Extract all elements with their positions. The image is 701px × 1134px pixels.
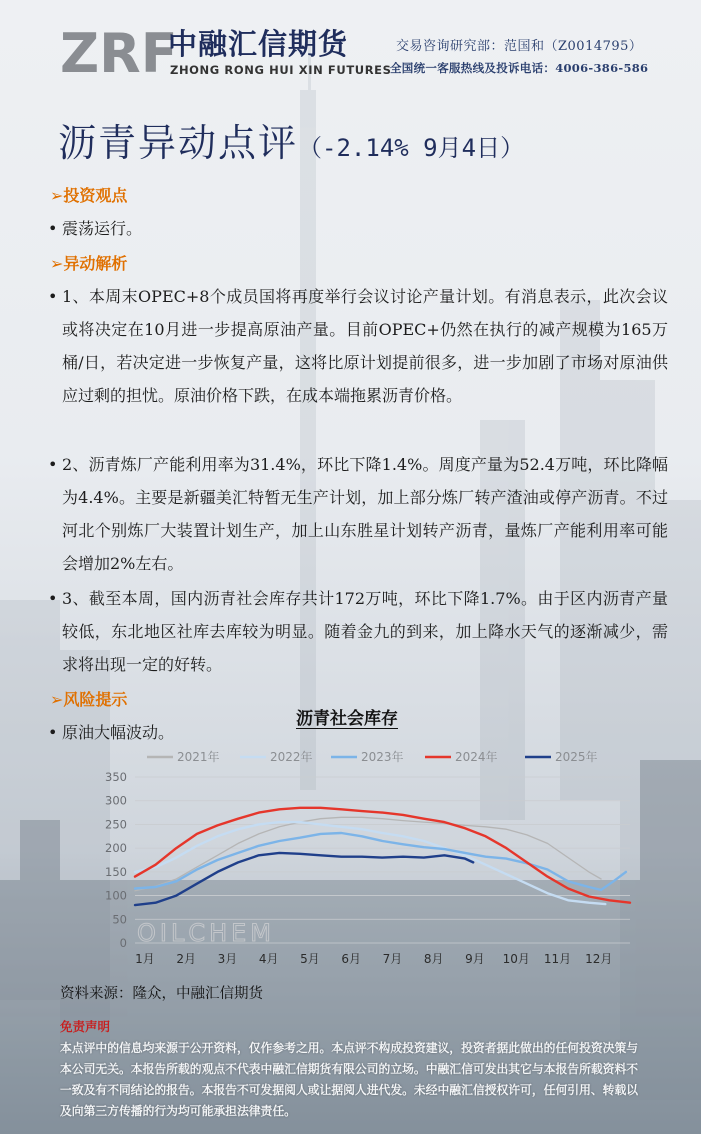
logo-text: ZRF <box>60 22 178 85</box>
legend-label: 2021年 <box>177 750 220 764</box>
x-tick-label: 7月 <box>382 952 403 966</box>
list-item <box>48 582 668 681</box>
y-tick-label: 50 <box>112 912 127 927</box>
x-tick-label: 5月 <box>300 952 320 966</box>
bullet-icon: • <box>48 287 58 306</box>
x-tick-label: 2月 <box>176 952 197 966</box>
title-product: 沥青 <box>58 121 139 165</box>
data-source: 资料来源：隆众，中融汇信期货 <box>60 986 263 1002</box>
bullet-text: 原油大幅波动。 <box>62 723 175 742</box>
section-heading-risk: ➢风险提示 <box>50 690 128 709</box>
series-line <box>135 808 630 903</box>
research-contact: 交易咨询研究部：范国和（Z0014795） <box>396 39 643 54</box>
title-topic: 异动点评 <box>138 121 299 165</box>
bullet-icon: • <box>48 589 58 608</box>
x-tick-label: 3月 <box>217 952 238 966</box>
legend-label: 2022年 <box>270 750 313 764</box>
list-item <box>48 212 668 245</box>
inventory-line-chart <box>95 745 655 975</box>
x-tick-label: 9月 <box>465 952 485 966</box>
legend-label: 2024年 <box>455 750 498 764</box>
x-tick-label: 4月 <box>258 952 279 966</box>
brand-name-cn: 中融汇信期货 <box>168 27 349 61</box>
chart-title: 沥青社会库存 <box>296 709 398 729</box>
section-heading-view: ➢投资观点 <box>50 186 128 205</box>
bullet-text: 3、截至本周，国内沥青社会库存共计172万吨，环比下降1.7%。由于区内沥青产量较低，东北地区社库去库较为明显。随着金九的到来，加上降水天气的逐渐减少，需求将出现一定的好转。 <box>62 589 668 674</box>
bullet-text: 震荡运行。 <box>62 219 143 238</box>
y-tick-label: 250 <box>105 817 127 832</box>
legend-label: 2025年 <box>555 750 598 764</box>
chart-watermark: OILCHEM <box>137 919 276 947</box>
x-tick-label: 10月 <box>502 952 530 966</box>
x-tick-label: 11月 <box>543 952 572 966</box>
bullet-text: 1、本周末OPEC+8个成员国将再度举行会议讨论产量计划。有消息表示，此次会议或将决定在10月进一步提高原油产量。目前OPEC+仍然在执行的减产规模为165万桶/日，若决定进一步恢复产量，这将比原计划提前很多，进一步加剧了市场对原油供应过剩的担忧。原油价格下跌，在成本端拖累沥青价格。 <box>62 287 668 405</box>
hotline-contact: 全国统一客服热线及投诉电话：4006-386-586 <box>390 61 649 75</box>
bullet-text: 2、沥青炼厂产能利用率为31.4%，环比下降1.4%。周度产量为52.4万吨，环比降幅为4.4%。主要是新疆美汇特暂无生产计划，加上部分炼厂转产渣油或停产沥青。不过河北个别炼厂大装置计划生产，加上山东胜星计划转产沥青，量炼厂产能利用率可能会增加2%左右。 <box>62 455 668 573</box>
y-tick-label: 100 <box>105 888 127 903</box>
legend-label: 2023年 <box>361 750 404 764</box>
x-tick-label: 8月 <box>423 952 444 966</box>
y-tick-label: 350 <box>105 770 127 784</box>
brand-name-en: ZHONG RONG HUI XIN FUTURES <box>170 63 392 77</box>
x-tick-label: 1月 <box>135 952 155 966</box>
bullet-icon: • <box>48 723 58 742</box>
y-tick-label: 0 <box>119 936 127 950</box>
section-heading-analysis: ➢异动解析 <box>50 254 128 273</box>
disclaimer-body: 本点评中的信息均来源于公开资料，仅作参考之用。本点评不构成投资建议，投资者据此做出的任何投资决策与本公司无关。本报告所载的观点不代表中融汇信期货有限公司的立场。中融汇信可发出其它与本报告所载资料不一致及有不同结论的报告。本报告不可发据阅人或让据阅人进代发。未经中融汇信授权许可，任何引用、转载以及向第三方传播的行为均可能承担法律责任。 <box>60 1041 639 1118</box>
bullet-icon: • <box>48 455 58 474</box>
title-change-date: （-2.14% 9月4日） <box>298 134 525 162</box>
series-line <box>135 853 473 905</box>
y-tick-label: 300 <box>105 793 127 808</box>
list-item <box>48 280 668 412</box>
list-item <box>48 448 668 580</box>
y-tick-label: 200 <box>105 841 127 856</box>
disclaimer-heading: 免责声明 <box>60 1019 111 1034</box>
series-line <box>135 822 605 904</box>
y-tick-label: 150 <box>105 864 127 879</box>
bullet-icon: • <box>48 219 58 238</box>
page-title <box>58 112 524 167</box>
company-logo <box>60 14 178 85</box>
x-tick-label: 12月 <box>585 952 613 966</box>
x-tick-label: 6月 <box>341 952 362 966</box>
